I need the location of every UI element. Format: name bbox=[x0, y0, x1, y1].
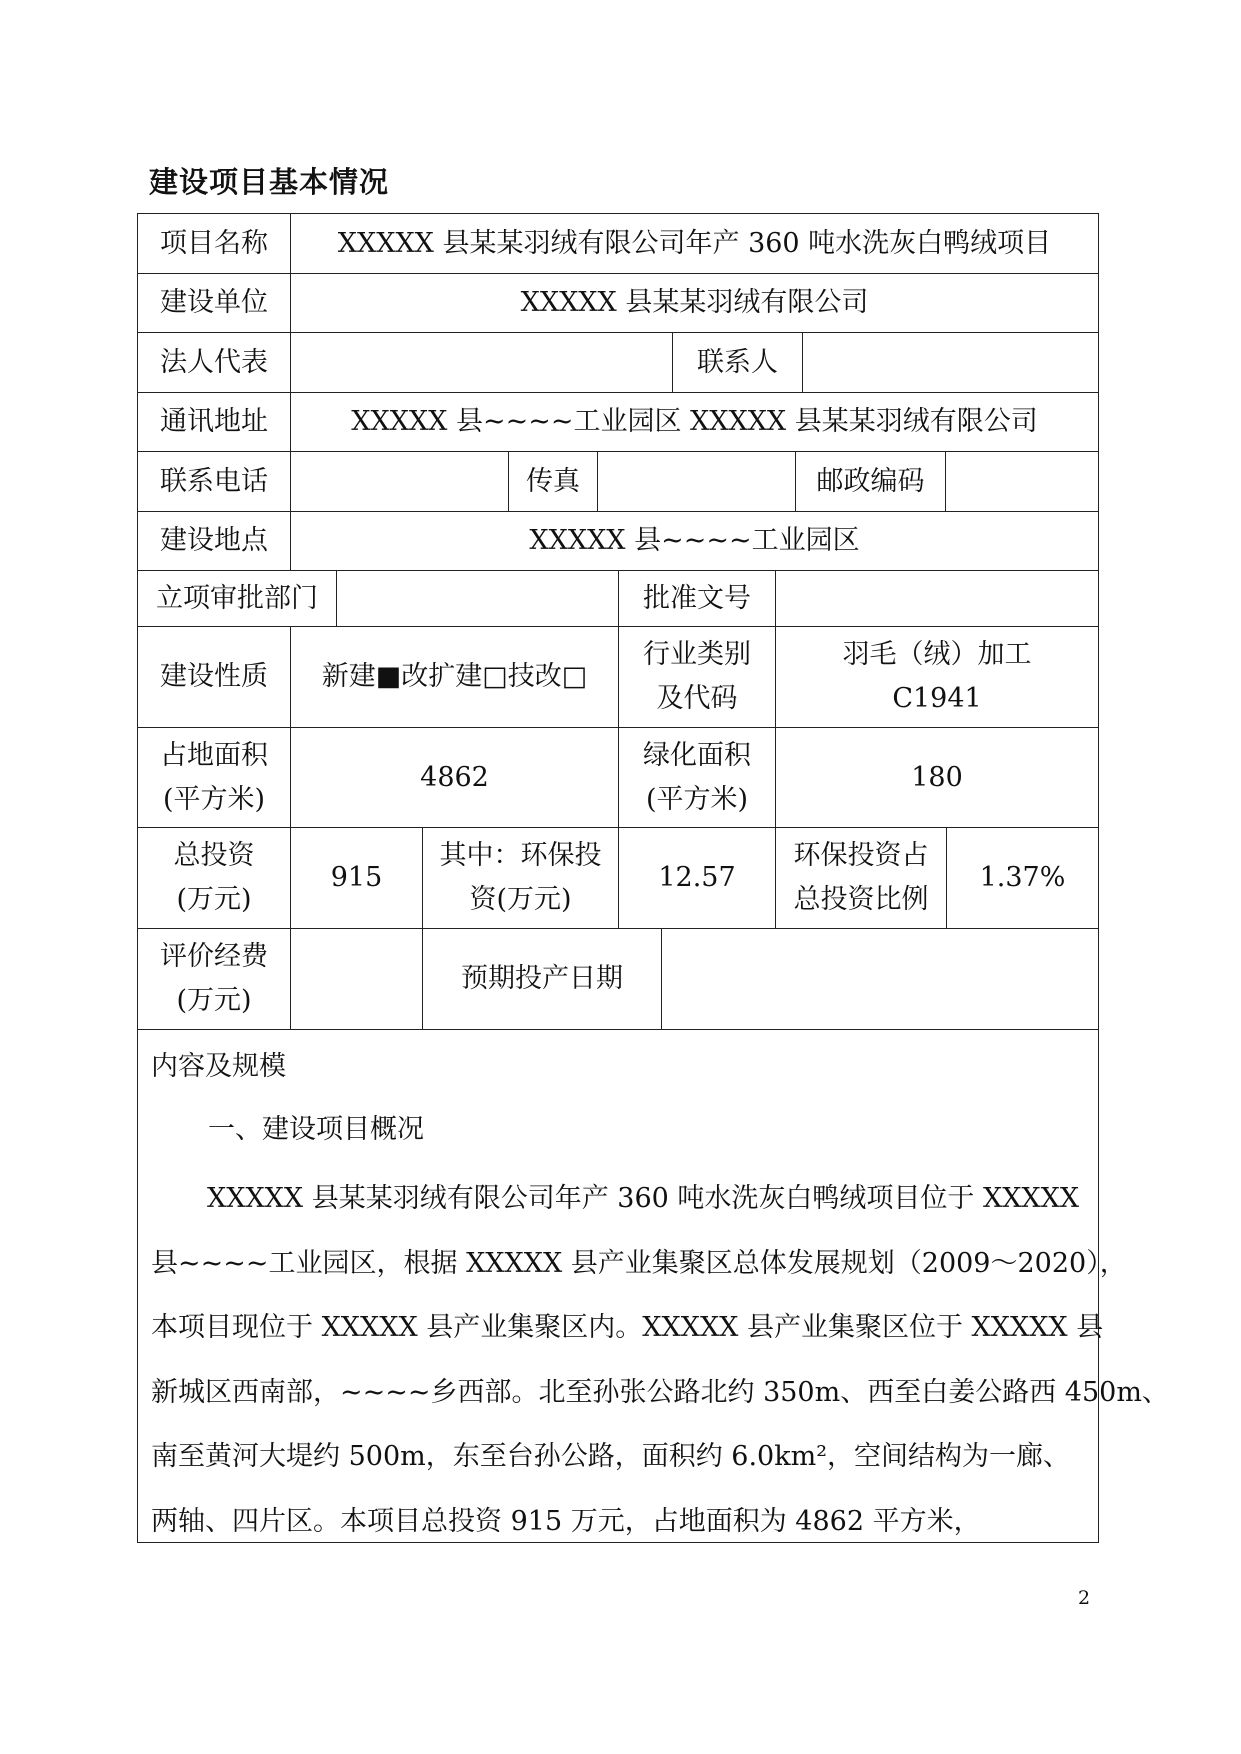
page-heading: 建设项目基本情况 bbox=[149, 165, 390, 199]
paragraph-line: 本项目现位于 XXXXX 县产业集聚区内。XXXXX 县产业集聚区位于 XXXXX 县 bbox=[151, 1312, 1104, 1343]
paragraph-line: XXXXX 县某某羽绒有限公司年产 360 吨水洗灰白鸭绒项目位于 XXXXX bbox=[207, 1183, 1080, 1214]
builder-label: 建设单位 bbox=[138, 274, 291, 333]
industry-label-line2: 及代码 bbox=[656, 683, 738, 714]
green-value: 180 bbox=[776, 728, 1098, 828]
industry-label-line1: 行业类别 bbox=[643, 639, 751, 671]
area-label-line2: (平方米) bbox=[162, 783, 266, 815]
approval-dept-value bbox=[337, 571, 619, 627]
project-info-table bbox=[137, 213, 1169, 1543]
paragraph-line: 南至黄河大堤约 500m，东至台孙公路，面积约 6.0km²，空间结构为一廊、 bbox=[151, 1441, 1071, 1472]
nature-value: 新建■改扩建□技改□ bbox=[291, 627, 619, 728]
env-ratio-value: 1.37% bbox=[947, 828, 1098, 929]
env-ratio-label-line1: 环保投资占 bbox=[793, 840, 929, 872]
legal-rep-label: 法人代表 bbox=[138, 333, 291, 393]
page-number: 2 bbox=[1078, 1587, 1091, 1609]
section-title: 一、建设项目概况 bbox=[208, 1114, 424, 1145]
invest-value: 915 bbox=[291, 828, 423, 929]
address-label: 通讯地址 bbox=[138, 393, 291, 452]
eval-fee-label bbox=[138, 929, 291, 1030]
address-value: XXXXX 县~~~~工业园区 XXXXX 县某某羽绒有限公司 bbox=[291, 393, 1098, 452]
invest-label bbox=[138, 828, 291, 929]
green-label-line1: 绿化面积 bbox=[643, 739, 751, 771]
approval-no-value bbox=[776, 571, 1098, 627]
paragraph-line: 县~~~~工业园区，根据 XXXXX 县产业集聚区总体发展规划（2009～2020）， bbox=[151, 1247, 1127, 1279]
area-value: 4862 bbox=[291, 728, 619, 828]
invest-label-line2: (万元) bbox=[176, 884, 252, 915]
phone-label: 联系电话 bbox=[138, 452, 291, 512]
builder-value: XXXXX 县某某羽绒有限公司 bbox=[291, 274, 1098, 333]
content-section bbox=[138, 1030, 1169, 1542]
paragraph-line: 新城区西南部，~~~~乡西部。北至孙张公路北约 350m、西至白姜公路西 450m、 bbox=[151, 1376, 1169, 1408]
nature-label: 建设性质 bbox=[138, 627, 291, 728]
area-label-line1: 占地面积 bbox=[160, 739, 268, 771]
env-invest-label-line2: 资(万元) bbox=[469, 884, 572, 915]
industry-value bbox=[776, 627, 1098, 728]
postcode-label: 邮政编码 bbox=[796, 452, 946, 512]
site-label: 建设地点 bbox=[138, 512, 291, 571]
green-label-line2: (平方米) bbox=[645, 783, 749, 815]
fax-value bbox=[598, 452, 796, 512]
eval-fee-value bbox=[291, 929, 423, 1030]
industry-value-line1: 羽毛（绒）加工 bbox=[842, 639, 1032, 671]
industry-value-line2: C1941 bbox=[892, 683, 982, 714]
content-paragraph bbox=[151, 1167, 1169, 1554]
site-value: XXXXX 县~~~~工业园区 bbox=[291, 512, 1098, 571]
env-invest-label-line1: 其中：环保投 bbox=[439, 840, 602, 872]
invest-label-line1: 总投资 bbox=[173, 840, 255, 872]
postcode-value bbox=[946, 452, 1098, 512]
contact-value bbox=[803, 333, 1098, 393]
project-name-label: 项目名称 bbox=[138, 214, 291, 274]
approval-no-label: 批准文号 bbox=[619, 571, 776, 627]
env-invest-value: 12.57 bbox=[619, 828, 776, 929]
green-label bbox=[619, 728, 776, 828]
eval-fee-label-line2: (万元) bbox=[176, 985, 252, 1016]
content-title: 内容及规模 bbox=[151, 1051, 286, 1082]
phone-value bbox=[291, 452, 509, 512]
paragraph-line: 两轴、四片区。本项目总投资 915 万元，占地面积为 4862 平方米， bbox=[151, 1505, 981, 1537]
env-invest-label bbox=[423, 828, 619, 929]
contact-label: 联系人 bbox=[673, 333, 803, 393]
approval-dept-label: 立项审批部门 bbox=[138, 571, 337, 627]
start-date-label: 预期投产日期 bbox=[423, 929, 662, 1030]
eval-fee-label-line1: 评价经费 bbox=[160, 941, 268, 973]
project-name-value: XXXXX 县某某羽绒有限公司年产 360 吨水洗灰白鸭绒项目 bbox=[291, 214, 1098, 274]
legal-rep-value bbox=[291, 333, 673, 393]
fax-label: 传真 bbox=[509, 452, 598, 512]
area-label bbox=[138, 728, 291, 828]
env-ratio-label bbox=[776, 828, 947, 929]
start-date-value bbox=[662, 929, 1098, 1030]
industry-label bbox=[619, 627, 776, 728]
env-ratio-label-line2: 总投资比例 bbox=[793, 884, 929, 915]
